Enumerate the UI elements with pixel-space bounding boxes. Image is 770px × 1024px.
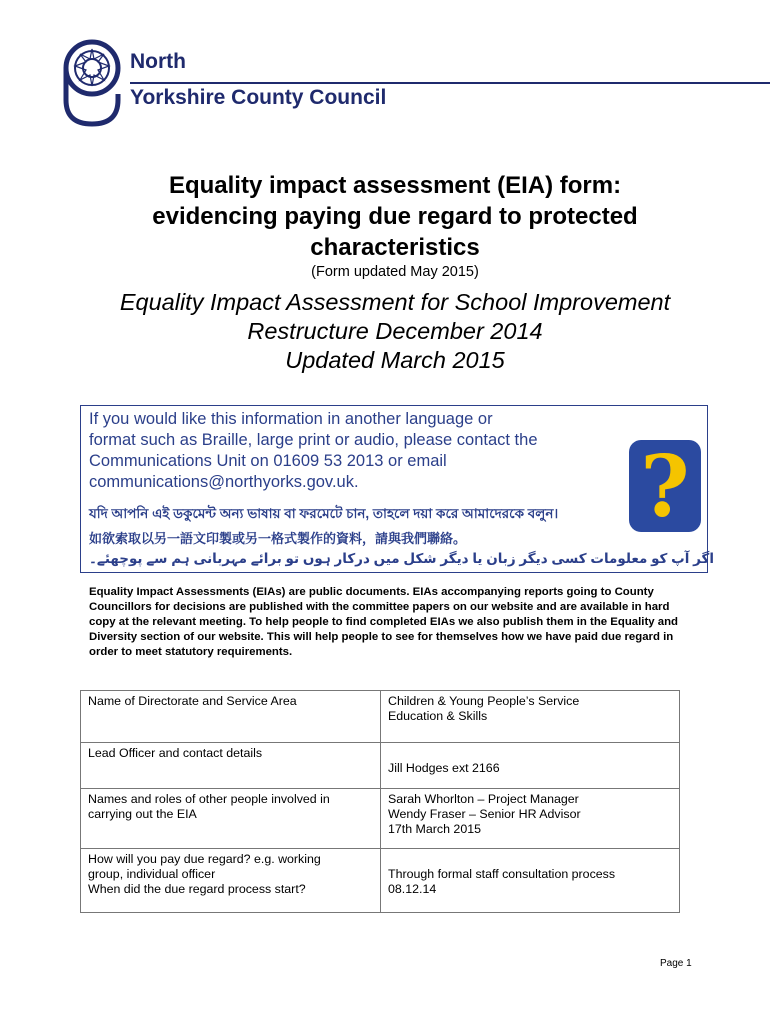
eia-title-line: Updated March 2015 [285,347,505,373]
table-row [81,743,680,789]
form-updated-note: (Form updated May 2015) [311,264,479,280]
cell-text: group, individual officer [88,867,216,881]
form-title-line: Equality impact assessment (EIA) form: [168,172,622,199]
accessibility-text [89,409,629,493]
table-label-cell [81,849,381,913]
table-value-cell [381,789,680,849]
info-line: If you would like this information in another language or [89,410,493,428]
table-row [81,789,680,849]
svg-text:?: ? [640,440,690,532]
info-line: format such as Braille, large print or audio, please contact the [89,431,538,449]
cell-text: When did the due regard process start? [88,882,306,896]
info-line: Communications Unit on 01609 53 2013 or email [89,452,447,470]
table-value-cell [381,691,680,743]
eia-details-table [80,690,680,913]
cell-text: Sarah Whorlton – Project Manager [388,792,579,806]
table-row [81,849,680,913]
cell-text: Through formal staff consultation process [388,867,616,881]
chinese-notice: 如欲索取以另一語文印製或另一格式製作的資料，請與我們聯絡。 [89,531,467,546]
eia-title-line: Equality Impact Assessment for School Improvement [119,289,671,315]
contact-email[interactable]: communications@northyorks.gov.uk. [89,473,359,491]
cell-text: Children & Young People’s Service [388,694,580,708]
council-crest-icon [60,38,122,128]
cell-text: Wendy Fraser – Senior HR Advisor [388,807,581,821]
table-label-cell [81,789,381,849]
table-value-cell [381,743,680,789]
cell-text [388,746,673,761]
question-mark-icon [629,440,701,532]
cell-text: How will you pay due regard? e.g. working [88,852,321,866]
table-value-cell [381,849,680,913]
cell-text: 17th March 2015 [388,822,481,836]
cell-text: Names and roles of other people involved in [88,792,330,806]
table-label-cell [81,743,381,789]
intro-paragraph: Equality Impact Assessments (EIAs) are public documents. EIAs accompanying reports going to County Councillors for decisions are published with the committee papers on our website and are available in hard copy at the relevant meeting. To help people to find completed EIAs we also publish them in the Equality and Diversity section of our website. This will help people to see for themselves how we have paid due regard in order to meet statutory requirements. [89,586,679,658]
cell-text: carrying out the EIA [88,807,197,821]
table-label-cell [81,691,381,743]
page-number: Page 1 [660,958,692,969]
cell-text: 08.12.14 [388,882,437,896]
eia-title-line: Restructure December 2014 [247,318,543,344]
header-rule [130,82,770,84]
form-title-line: characteristics [310,234,480,261]
bengali-notice: যদি আপনি এই ডকুমেন্ট অন্য ভাষায় বা ফরমেটে চান, তাহলে দয়া করে আমাদেরকে বলুন। [89,506,559,521]
cell-text [388,852,673,867]
org-name-line2: Yorkshire County Council [130,86,387,109]
form-title-line: evidencing paying due regard to protected [152,203,638,230]
cell-text: Jill Hodges ext 2166 [388,761,500,775]
table-row [81,691,680,743]
urdu-notice: اگر آپ کو معلومات کسی دیگر زبان یا دیگر شکل میں درکار ہوں تو برائے مہربانی ہم سے پوچھئے۔ [89,551,714,566]
eia-title [60,288,730,375]
cell-text: Education & Skills [388,709,488,723]
org-name-line1: North [130,50,186,73]
cell-text: Lead Officer and contact details [88,746,263,760]
form-title [60,170,730,280]
cell-text: Name of Directorate and Service Area [88,694,297,708]
accessibility-info-box [80,405,714,573]
